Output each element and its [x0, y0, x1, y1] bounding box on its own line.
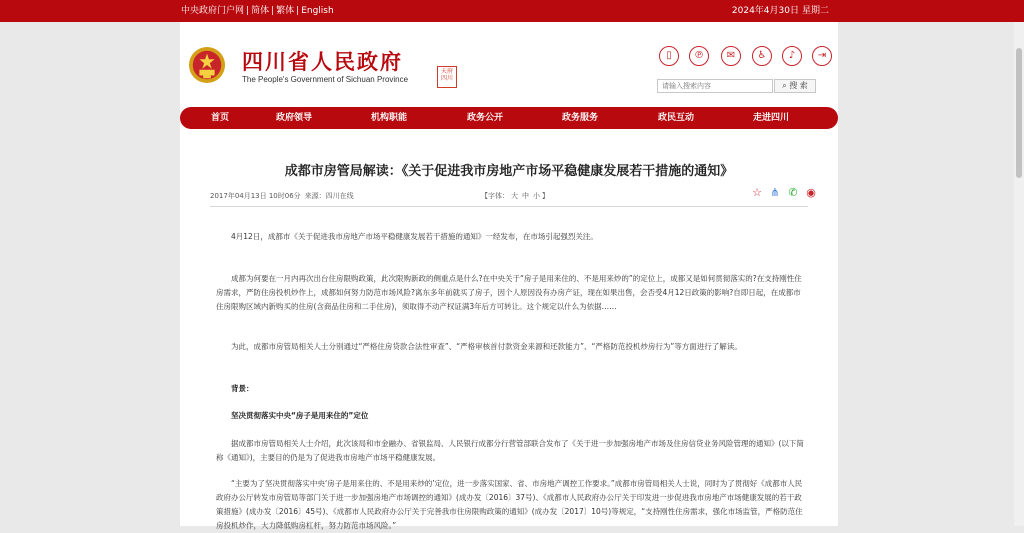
- nav-leaders[interactable]: 政府领导: [276, 113, 313, 123]
- article-paragraph: “主要为了坚决贯彻落实中央‘房子是用来住的、不是用来炒的’定位，进一步落实国家、省、市房地产调控工作要求。”成都市房管局相关人士说，同时为了贯彻好《成都市人民政府办公厅转发市房管局等部门关于进一步加强房地产市场调控的通知》(成办发〔2016〕37号)、《成都市人民政府办公厅关于印发进一步促进我市房地产市场健康发展的若干政策措施》(成办发〔2016〕45号)、《成都市人民政府办公厅关于完善我市住房限购政策的通知》(成办发〔2017〕10号)等规定，“支持刚性住房需求，强化市场监管，严格防范住房投机炒作，大力降低购房杠杆，努力防范市场风险。”: [216, 479, 803, 530]
- article-datetime: 2017年04月13日 10时06分: [210, 192, 301, 200]
- english-link[interactable]: English: [301, 6, 334, 16]
- section-label: 背景：: [231, 384, 254, 393]
- article-paragraph: 成都为何要在一月内再次出台住房限购政策，此次限购新政的侧重点是什么?在中央关于“房子是用来住的、不是用来炒的”的定位上，成都又是如何贯彻落实的?在支持刚性住房需求，严防住房投机炒作上，成都如何努力防范市场风险?离东多年前就买了房子，因个人原因没有办房产证，现在如果出售，会否受4月12日政策的影响?自即日起，在成都市住房限购区域内新购买的住房(含商品住房和二手住房)，须取得不动产权证满3年后方可转让。这个规定以什么为依据……: [216, 274, 802, 311]
- fontsize-label: 【字体：: [481, 192, 509, 200]
- hearing-icon[interactable]: ♪: [782, 46, 802, 66]
- mobile-icon[interactable]: ▯: [659, 46, 679, 66]
- article-title: 成都市房管局解读：《关于促进我市房地产市场平稳健康发展若干措施的通知》: [284, 164, 734, 179]
- meta-divider: [210, 206, 808, 207]
- national-emblem-icon[interactable]: [188, 46, 226, 84]
- accessibility-icon[interactable]: ♿: [752, 46, 772, 66]
- font-large-button[interactable]: 大: [511, 192, 518, 200]
- message-icon[interactable]: ✉: [721, 46, 741, 66]
- nav-institutions[interactable]: 机构职能: [371, 113, 408, 123]
- site-header: [180, 22, 838, 106]
- fontsize-close: 】: [542, 192, 549, 200]
- nav-home[interactable]: 首页: [211, 113, 230, 123]
- exit-icon[interactable]: ⇥: [812, 46, 832, 66]
- article-meta: [210, 191, 354, 201]
- nav-interaction[interactable]: 政民互动: [658, 113, 695, 123]
- weibo-icon[interactable]: ◉: [806, 186, 816, 199]
- search-button[interactable]: [774, 79, 816, 93]
- central-gov-link[interactable]: 中央政府门户网: [181, 6, 245, 16]
- share-icon[interactable]: ⋔: [770, 186, 780, 199]
- search-input[interactable]: [657, 79, 773, 93]
- font-size-control: [481, 191, 549, 201]
- article-paragraph: 据成都市房管局相关人士介绍，此次该局和市金融办、省银监局、人民银行成都分行营管部联合发布了《关于进一步加强房地产市场及住房信贷业务风险管理的通知》(以下简称《通知》)，主要目的仍是为了促进我市房地产市场平稳健康发展。: [216, 439, 804, 462]
- search-icon: ⌕: [782, 81, 787, 90]
- tianfu-seal: 天府 四川: [437, 66, 457, 88]
- main-nav: [180, 107, 838, 129]
- font-medium-button[interactable]: 中: [522, 192, 529, 200]
- font-small-button[interactable]: 小: [533, 192, 540, 200]
- top-bar: [0, 0, 1024, 22]
- weekday-text: 星期二: [801, 6, 829, 16]
- simplified-link[interactable]: 简体: [251, 6, 270, 16]
- top-date: [729, 0, 829, 22]
- pinterest-icon[interactable]: ℗: [689, 46, 709, 66]
- site-title[interactable]: 四川省人民政府: [242, 50, 403, 74]
- wechat-icon[interactable]: ✆: [788, 186, 798, 199]
- date-text: 2024年4月30日: [731, 6, 799, 16]
- article-source: 来源：四川在线: [304, 192, 354, 200]
- top-links: 中央政府门户网 | 简体 | 繁体 | English: [181, 6, 334, 16]
- nav-gov-services[interactable]: 政务服务: [562, 113, 599, 123]
- page-scrollbar[interactable]: [1014, 22, 1024, 526]
- page-container: [180, 22, 838, 530]
- star-icon[interactable]: ☆: [752, 186, 762, 199]
- article-paragraph: 为此，成都市房管局相关人士分别通过“严格住房贷款合法性审查”、“严格审核首付款资金来源和还款能力”、“严格防范投机炒房行为”等方面进行了解读。: [231, 342, 742, 351]
- search-button-label: 搜 索: [789, 81, 808, 90]
- nav-gov-affairs[interactable]: 政务公开: [467, 113, 504, 123]
- scroll-thumb[interactable]: [1016, 48, 1022, 178]
- nav-sichuan[interactable]: 走进四川: [753, 113, 790, 123]
- section-heading: 坚决贯彻落实中央“房子是用来住的”定位: [231, 411, 369, 420]
- article-paragraph: 4月12日，成都市《关于促进我市房地产市场平稳健康发展若干措施的通知》一经发布，在市场引起强烈关注。: [231, 232, 598, 241]
- traditional-link[interactable]: 繁体: [276, 6, 295, 16]
- site-subtitle: The People's Government of Sichuan Province: [242, 75, 409, 84]
